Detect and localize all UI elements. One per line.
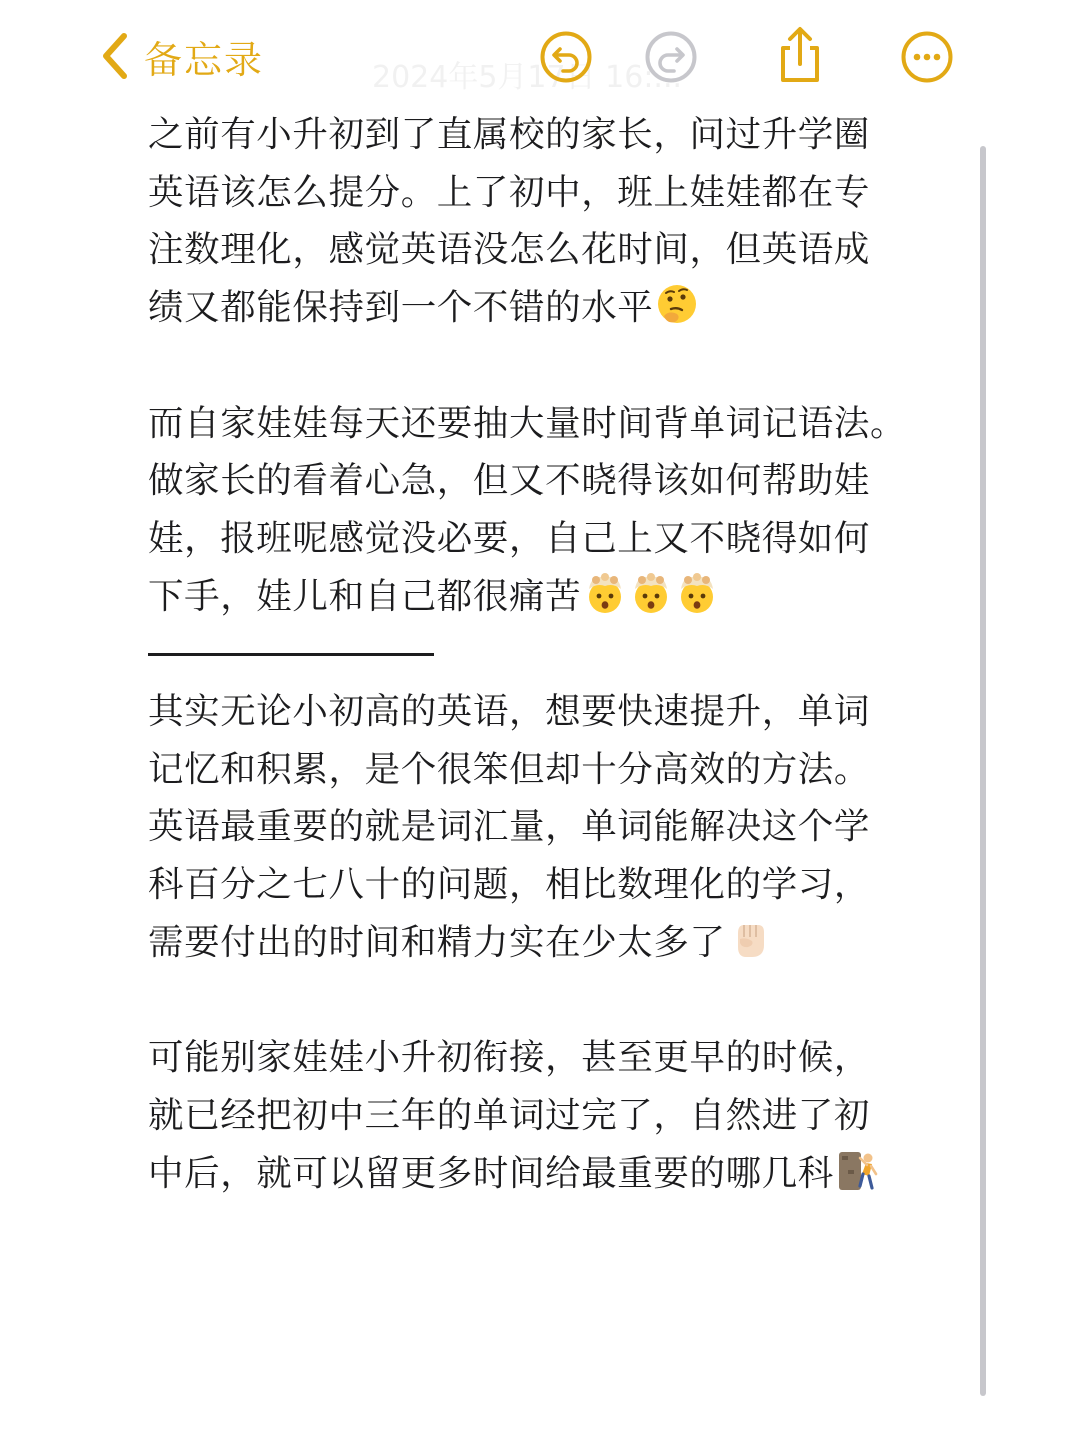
note-date: 2024年5月17日 16:... — [372, 60, 683, 95]
note-line: 可能别家娃娃小升初衔接，甚至更早的时候， — [148, 1037, 871, 1079]
note-line: 做家长的看着心急，但又不晓得该如何帮助娃 — [148, 460, 871, 502]
note-paragraph-4 — [148, 1029, 938, 1202]
note-line: 之前有小升初到了直属校的家长，问过升学圈 — [148, 114, 871, 155]
note-line — [148, 914, 938, 972]
chevron-left-icon — [100, 31, 130, 81]
redo-icon — [644, 30, 698, 84]
back-label: 备忘录 — [144, 37, 265, 82]
divider — [148, 625, 938, 683]
note-line: 记忆和积累，是个很笨但却十分高效的方法。 — [148, 748, 871, 790]
note-line-text: 需要付出的时间和精力实在少太多了 — [148, 921, 726, 963]
more-button[interactable] — [900, 30, 954, 84]
exploding-head-emoji — [583, 571, 627, 615]
note-line — [148, 568, 938, 626]
note-line — [148, 279, 938, 337]
note-line-text: 中后，就可以留更多时间给最重要的哪几科 — [148, 1152, 834, 1194]
thinking-face-emoji — [655, 282, 699, 326]
note-line — [148, 1145, 938, 1203]
note-line: 注数理化，感觉英语没怎么花时间，但英语成 — [148, 229, 871, 271]
more-icon — [900, 30, 954, 84]
raised-fist-emoji — [728, 917, 772, 961]
note-paragraph-2 — [148, 395, 938, 684]
paragraph-gap — [148, 972, 938, 1030]
scrollbar[interactable] — [980, 146, 986, 1396]
redo-button[interactable] — [644, 30, 698, 84]
exploding-head-emoji — [629, 571, 673, 615]
exploding-head-emoji — [675, 571, 719, 615]
undo-button[interactable] — [539, 30, 593, 84]
share-icon — [775, 26, 825, 84]
note-paragraph-3 — [148, 683, 938, 972]
note-line: 其实无论小初高的英语，想要快速提升，单词 — [148, 691, 871, 732]
note-paragraph-1 — [148, 106, 938, 337]
note-line: 英语最重要的就是词汇量，单词能解决这个学 — [148, 806, 871, 848]
share-button[interactable] — [773, 26, 827, 84]
note-line: 娃，报班呢感觉没必要，自己上又不晓得如何 — [148, 517, 871, 559]
paragraph-gap — [148, 337, 938, 395]
note-line: 而自家娃娃每天还要抽大量时间背单词记语法。 — [148, 402, 907, 444]
undo-icon — [539, 30, 593, 84]
climber-emoji — [836, 1148, 880, 1192]
note-body[interactable] — [148, 106, 938, 1202]
note-line-text: 下手，娃儿和自己都很痛苦 — [148, 575, 582, 617]
back-button[interactable] — [100, 24, 264, 88]
note-line: 就已经把初中三年的单词过完了，自然进了初 — [148, 1094, 871, 1136]
notes-toolbar — [0, 0, 1080, 112]
note-line-text: 绩又都能保持到一个不错的水平 — [148, 287, 654, 329]
note-line: 科百分之七八十的问题，相比数理化的学习， — [148, 864, 871, 906]
note-line: 英语该怎么提分。上了初中，班上娃娃都在专 — [148, 171, 871, 213]
